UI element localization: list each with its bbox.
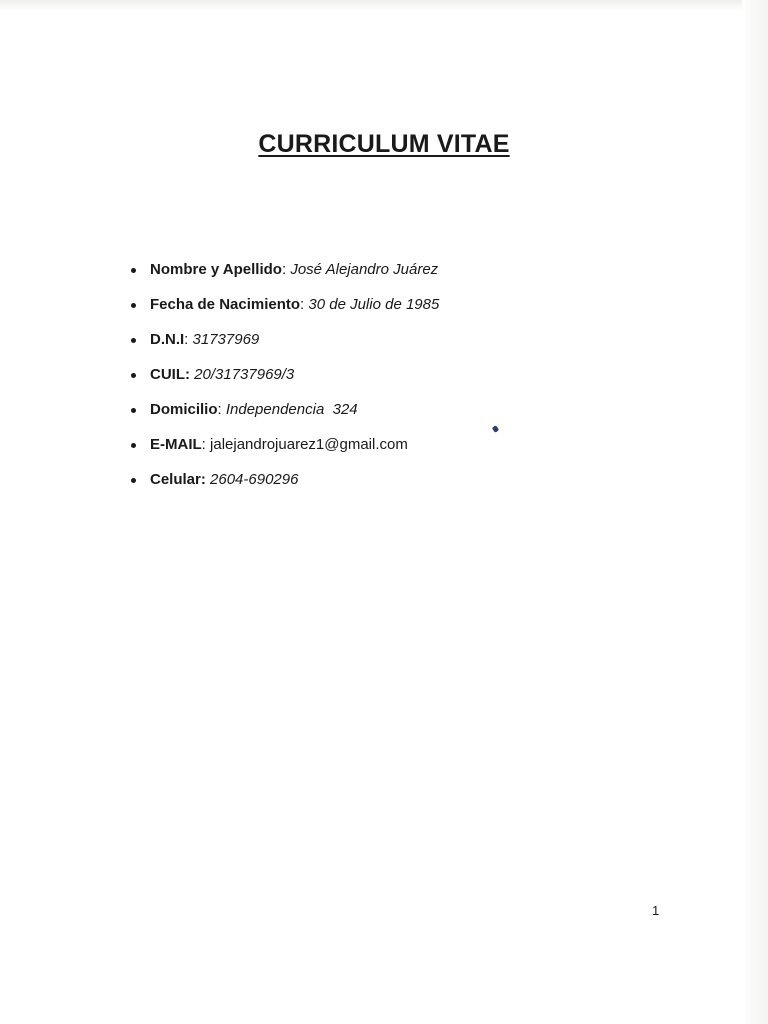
- field-value: 20/31737969/3: [194, 366, 295, 383]
- field-value: José Alejandro Juárez: [290, 261, 439, 278]
- field-dni: [150, 329, 439, 364]
- field-email: [150, 434, 439, 469]
- field-cuil: [150, 364, 439, 399]
- field-domicilio: [150, 399, 439, 434]
- field-label: CUIL:: [150, 366, 190, 383]
- field-value: jalejandrojuarez1@gmail.com: [210, 436, 408, 453]
- field-label: E-MAIL: [150, 436, 202, 453]
- field-label: Celular:: [150, 471, 206, 488]
- field-separator: :: [300, 296, 309, 313]
- field-value: 30 de Julio de 1985: [308, 296, 440, 313]
- field-value: Independencia 324: [225, 401, 358, 418]
- scan-shadow-top: [0, 0, 768, 10]
- ink-speck: [492, 425, 500, 433]
- field-separator: :: [201, 436, 211, 453]
- field-separator: :: [281, 261, 291, 278]
- field-value: 31737969: [192, 331, 260, 348]
- field-label: Fecha de Nacimiento: [150, 296, 301, 313]
- field-nombre-y-apellido: [150, 259, 439, 294]
- field-celular: [150, 469, 439, 504]
- field-label: Domicilio: [150, 401, 218, 418]
- page-number: 1: [652, 903, 660, 918]
- document-title: CURRICULUM VITAE: [258, 130, 510, 158]
- field-label: Nombre y Apellido: [150, 261, 282, 278]
- field-separator: :: [184, 331, 193, 348]
- field-separator: :: [217, 401, 226, 418]
- field-value: 2604-690296: [210, 471, 299, 488]
- field-label: D.N.I: [150, 331, 185, 348]
- personal-info-list: [150, 259, 439, 504]
- field-fecha-de-nacimiento: [150, 294, 439, 329]
